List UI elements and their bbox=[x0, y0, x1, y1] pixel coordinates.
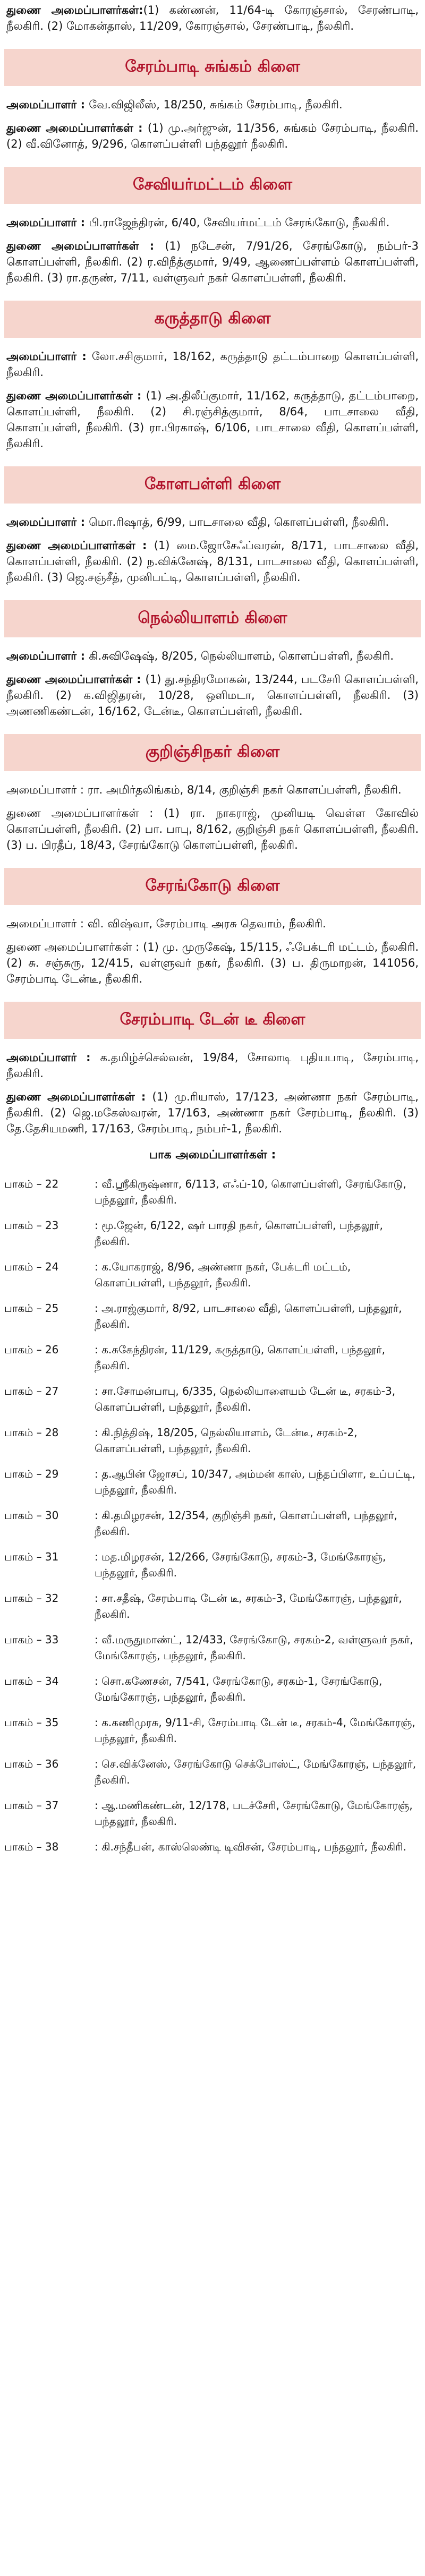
deputy-label: துணை அமைப்பாளர்கள் : bbox=[6, 122, 148, 134]
deputy-label: துணை அமைப்பாளர்கள் : bbox=[6, 941, 143, 953]
organizer-label: அமைப்பாளர் : bbox=[6, 98, 89, 111]
booth-number: பாகம் – 37 bbox=[4, 1799, 59, 1812]
booth-organizer: : கி.சந்தீபன், காஸ்லெண்டி டிவிசன், சேரம்பாடி, பந்தலூர், நீலகிரி. bbox=[95, 1840, 406, 1853]
organizer-label: அமைப்பாளர் : bbox=[6, 1051, 100, 1064]
deputy-text: (1) அ.திலீப்குமார், 11/162, கருத்தாடு, தட்டம்பாறை, கொளப்பள்ளி, நீலகிரி. (2) சி.ரஞ்சித்குமார், 8/64, பாடசாலை வீதி, கொளப்பள்ளி, நீலகிரி. (3) ரா.பிரகாஷ், 6/106, பாடசாலை வீதி, கொளப்பள்ளி, நீலகிரி. bbox=[6, 389, 419, 450]
booth-organizer: : சொ.கணேசன், 7/541, சேரங்கோடு, சரகம்-1, சேரங்கோடு, மேங்கோரஞ், பந்தலூர், நீலகிரி. bbox=[95, 1675, 382, 1703]
branch-header bbox=[4, 167, 421, 204]
booth-number: பாகம் – 34 bbox=[4, 1675, 59, 1687]
branch-header bbox=[4, 466, 421, 504]
organizer-text: பி.ராஜேந்திரன், 6/40, சேவியர்மட்டம் சேரங்கோடு, நீலகிரி. bbox=[89, 216, 390, 229]
organizer-label: அமைப்பாளர் : bbox=[6, 783, 88, 796]
branch-header bbox=[4, 301, 421, 338]
deputy-text: (1) மு.ரியாஸ், 17/123, அண்ணா நகர் சேரம்பாடி, நீலகிரி. (2) ஜெ.மகேஸ்வரன், 17/163, அண்ணா நகர் சேரம்பாடி, நீலகிரி. (3) தே.தேசியமணி, 17/163, சேரம்பாடி, நம்பர்-1, நீலகிரி. bbox=[6, 1090, 419, 1135]
booth-organizer: : க.யோகராஜ், 8/96, அண்ணா நகர், பேக்டரி மட்டம், கொளப்பள்ளி, பந்தலூர், நீலகிரி. bbox=[95, 1260, 351, 1289]
organizer-paragraph bbox=[6, 648, 419, 664]
intro-label: துணை அமைப்பாளர்கள்: bbox=[6, 4, 143, 16]
deputy-paragraph bbox=[6, 939, 419, 987]
deputy-paragraph bbox=[6, 805, 419, 853]
branch-section bbox=[4, 301, 421, 451]
organizer-label: அமைப்பாளர் : bbox=[6, 917, 88, 930]
booth-number: பாகம் – 32 bbox=[4, 1592, 59, 1605]
branch-header bbox=[4, 1002, 421, 1039]
booth-organizer: : அ.ராஜ்குமார், 8/92, பாடசாலை வீதி, கொளப்பள்ளி, பந்தலூர், நீலகிரி. bbox=[95, 1302, 402, 1330]
booth-number: பாகம் – 36 bbox=[4, 1758, 59, 1770]
booth-organizer: : கி.தமிழரசன், 12/354, குறிஞ்சி நகர், கொளப்பள்ளி, பந்தலூர், நீலகிரி. bbox=[95, 1509, 397, 1538]
branch-section bbox=[4, 1002, 421, 1137]
booth-number: பாகம் – 26 bbox=[4, 1343, 59, 1356]
deputy-label: துணை அமைப்பாளர்கள் : bbox=[6, 389, 146, 402]
deputy-label: துணை அமைப்பாளர்கள் : bbox=[6, 673, 146, 686]
table-row bbox=[4, 1632, 421, 1673]
organizer-text: லோ.சசிகுமார், 18/162, கருத்தாடு தட்டம்பாறை கொளப்பள்ளி, நீலகிரி. bbox=[6, 350, 419, 379]
branch-section bbox=[4, 868, 421, 987]
table-row bbox=[4, 1673, 421, 1715]
booth-organizer: : க.சுகேந்திரன், 11/129, கருத்தாடு, கொளப்பள்ளி, பந்தலூர், நீலகிரி. bbox=[95, 1343, 385, 1372]
booth-number: பாகம் – 30 bbox=[4, 1509, 59, 1522]
booth-organizer: : மத.மிழரசன், 12/266, சேரங்கோடு, சரகம்-3, மேங்கோரஞ், பந்தலூர், நீலகிரி. bbox=[95, 1550, 386, 1579]
booth-organizer: : த.ஆபின் ஜோசப், 10/347, அம்மன் காஸ், பந்தப்பிளா, உப்பட்டி, பந்தலூர், நீலகிரி. bbox=[95, 1468, 415, 1496]
branch-title: சேரம்பாடி சுங்கம் கிளை bbox=[125, 57, 300, 76]
booth-organizer: : சா.சோமன்பாபு, 6/335, நெல்லியாளையம் டேன் டீ, சரகம்-3, கொளப்பள்ளி, பந்தலூர், நீலகிரி. bbox=[95, 1385, 396, 1413]
branch-title: சேரங்கோடு கிளை bbox=[145, 876, 280, 895]
booth-organizer: : கி.நித்திஷ், 18/205, நெல்லியாளம், டேன்டீ, சரகம்-2, கொளப்பள்ளி, பந்தலூர், நீலகிரி. bbox=[95, 1426, 358, 1455]
branch-header bbox=[4, 600, 421, 637]
booth-number: பாகம் – 38 bbox=[4, 1840, 59, 1853]
organizer-label: அமைப்பாளர் : bbox=[6, 216, 89, 229]
table-row bbox=[4, 1549, 421, 1590]
booth-number: பாகம் – 27 bbox=[4, 1385, 59, 1397]
branch-section bbox=[4, 49, 421, 152]
booth-number: பாகம் – 31 bbox=[4, 1550, 59, 1563]
organizer-paragraph bbox=[6, 916, 419, 932]
organizer-paragraph bbox=[6, 348, 419, 380]
branch-section bbox=[4, 734, 421, 853]
organizer-text: வி. விஷ்வா, சேரம்பாடி அரசு தெவாம், நீலகிரி. bbox=[87, 917, 326, 930]
booth-number: பாகம் – 33 bbox=[4, 1633, 59, 1646]
organizer-paragraph bbox=[6, 1050, 419, 1081]
booth-organizer: : க.கணிமுரசு, 9/11-சி, சேரம்பாடி டேன் டீ, சரகம்-4, மேங்கோரஞ், பந்தலூர், நீலகிரி. bbox=[95, 1716, 415, 1745]
organizer-paragraph bbox=[6, 782, 419, 798]
organizer-text: ரா. அமிர்தலிங்கம், 8/14, குறிஞ்சி நகர் கொளப்பள்ளி, நீலகிரி. bbox=[87, 783, 402, 796]
table-row bbox=[4, 1756, 421, 1797]
booth-organizers-heading: பாக அமைப்பாளர்கள் : bbox=[149, 1148, 276, 1162]
table-row bbox=[4, 1590, 421, 1632]
organizer-label: அமைப்பாளர் : bbox=[6, 350, 92, 363]
branch-section bbox=[4, 600, 421, 719]
organizer-text: வே.விஜிலீஸ், 18/250, சுங்கம் சேரம்பாடி, நீலகிரி. bbox=[89, 98, 343, 111]
table-row bbox=[4, 1176, 421, 1217]
booth-number: பாகம் – 24 bbox=[4, 1260, 59, 1273]
deputy-label: துணை அமைப்பாளர்கள் : bbox=[6, 539, 154, 552]
table-row bbox=[4, 1797, 421, 1839]
organizer-paragraph bbox=[6, 514, 419, 530]
table-row bbox=[4, 1300, 421, 1342]
deputy-text: (1) நடேசன், 7/91/26, சேரங்கோடு, நம்பர்-3 கொளப்பள்ளி, நீலகிரி. (2) ர.விநீத்குமார், 9/49, ஆணைப்பள்ளம் கொளப்பள்ளி, நீலகிரி. (3) ரா.தருண், 7/11, வள்ளுவர் நகர் கொளப்பள்ளி, நீலகிரி. bbox=[6, 240, 419, 284]
booth-organizer: : சா.சதீஷ், சேரம்பாடி டேன் டீ, சரகம்-3, மேங்கோரஞ், பந்தலூர், நீலகிரி. bbox=[95, 1592, 402, 1620]
deputy-paragraph bbox=[6, 120, 419, 152]
booth-number: பாகம் – 22 bbox=[4, 1178, 59, 1190]
deputy-text: (1) து.சந்திரமோகன், 13/244, படசேரி கொளப்பள்ளி, நீலகிரி. (2) க.விஜிதரன், 10/28, ஒளிமடா, கொளப்பள்ளி, நீலகிரி. (3) அணணிகண்டன், 16/162, டேன்டீ, கொளப்பள்ளி, நீலகிரி. bbox=[6, 673, 419, 718]
table-row bbox=[4, 1425, 421, 1466]
table-row bbox=[4, 1466, 421, 1507]
deputy-paragraph bbox=[6, 671, 419, 719]
table-row bbox=[4, 1217, 421, 1259]
deputy-paragraph bbox=[6, 538, 419, 585]
table-row bbox=[4, 1715, 421, 1756]
branch-header bbox=[4, 734, 421, 771]
branch-title: கருத்தாடு கிளை bbox=[154, 309, 271, 328]
table-row bbox=[4, 1839, 421, 1864]
branch-title: சேவியர்மட்டம் கிளை bbox=[133, 175, 292, 194]
branch-title: சேரம்பாடி டேன் டீ கிளை bbox=[120, 1010, 305, 1029]
organizer-label: அமைப்பாளர் : bbox=[6, 516, 89, 528]
booth-organizer: : மூ.ஜேன், 6/122, ஷர் பாரதி நகர், கொளப்பள்ளி, பந்தலூர், நீலகிரி. bbox=[95, 1219, 383, 1248]
organizer-label: அமைப்பாளர் : bbox=[6, 650, 89, 662]
organizer-text: கி.சுவிஷேஷ், 8/205, நெல்லியாளம், கொளப்பள்ளி, நீலகிரி. bbox=[89, 650, 394, 662]
booth-number: பாகம் – 28 bbox=[4, 1426, 59, 1439]
branch-section bbox=[4, 466, 421, 585]
branch-title: கோளபள்ளி கிளை bbox=[144, 474, 281, 493]
table-row bbox=[4, 1342, 421, 1383]
deputy-paragraph bbox=[6, 1089, 419, 1137]
table-row bbox=[4, 1383, 421, 1425]
booth-number: பாகம் – 25 bbox=[4, 1302, 59, 1315]
booth-organizer: : ஆ.மணிகண்டன், 12/178, படச்சேரி, சேரங்கோடு, மேங்கோரஞ், பந்தலூர், நீலகிரி. bbox=[95, 1799, 413, 1828]
booth-organizer: : செ.விக்னேஸ், சேரங்கோடு செக்போஸ்ட், மேங்கோரஞ், பந்தலூர், நீலகிரி. bbox=[95, 1758, 416, 1786]
deputy-paragraph bbox=[6, 388, 419, 451]
branch-header bbox=[4, 49, 421, 86]
booth-number: பாகம் – 29 bbox=[4, 1468, 59, 1480]
deputy-label: துணை அமைப்பாளர்கள் : bbox=[6, 807, 164, 820]
branch-title: குறிஞ்சிநகர் கிளை bbox=[145, 742, 280, 761]
deputy-text: (1) மு.அர்ஜுன், 11/356, சுங்கம் சேரம்பாடி, நீலகிரி. (2) வீ.வினோத், 9/296, கொளப்பள்ளி பந்தலூர் நீலகிரி. bbox=[6, 122, 419, 150]
organizer-paragraph bbox=[6, 215, 419, 231]
intro-text: (1) கண்ணன், 11/64-டி கோரஞ்சால், சேரண்பாடி, நீலகிரி. (2) மோகன்தாஸ், 11/209, கோரஞ்சால், சேரண்பாடி, நீலகிரி. bbox=[6, 4, 419, 32]
organizer-paragraph bbox=[6, 97, 419, 113]
deputy-label: துணை அமைப்பாளர்கள் : bbox=[6, 1090, 152, 1103]
booth-number: பாகம் – 35 bbox=[4, 1716, 59, 1729]
organizer-text: க.தமிழ்ச்செல்வன், 19/84, சோலாடி புதியபாடி, சேரம்பாடி, நீலகிரி. bbox=[6, 1051, 419, 1080]
organizer-text: மொ.ரிஷாத், 6/99, பாடசாலை வீதி, கொளப்பள்ளி, நீலகிரி. bbox=[89, 516, 389, 528]
branch-section bbox=[4, 167, 421, 286]
branch-title: நெல்லியாளம் கிளை bbox=[138, 608, 287, 627]
deputy-text: (1) மு. முருகேஷ், 15/115, ஃபேக்டரி மட்டம், நீலகிரி. (2) சு. சஞ்சுரு, 12/415, வள்ளுவர் நகர், நீலகிரி. (3) ப. திருமாறன், 141056, சேரம்பாடி டேன்டீ, நீலகிரி. bbox=[6, 941, 419, 985]
deputy-label: துணை அமைப்பாளர்கள் : bbox=[6, 240, 165, 252]
table-row bbox=[4, 1507, 421, 1549]
intro-paragraph bbox=[6, 0, 419, 34]
table-row bbox=[4, 1259, 421, 1300]
booth-number: பாகம் – 23 bbox=[4, 1219, 59, 1232]
booth-organizers-table bbox=[4, 1176, 421, 1864]
deputy-text: (1) மை.ஜோசேஃப்வரன், 8/171, பாடசாலை வீதி, கொளப்பள்ளி, நீலகிரி. (2) ந.விக்னேஷ், 8/131, பாடசாலை வீதி, கொளப்பள்ளி, நீலகிரி. (3) ஜெ.சஞ்சீத், முனிபட்டி, கொளப்பள்ளி, நீலகிரி. bbox=[6, 539, 419, 584]
branch-header bbox=[4, 868, 421, 905]
booth-organizer: : வீ.ஸ்ரீகிருஷ்ணா, 6/113, எஃப்-10, கொளப்பள்ளி, சேரங்கோடு, பந்தலூர், நீலகிரி. bbox=[95, 1178, 406, 1206]
deputy-paragraph bbox=[6, 238, 419, 286]
booth-organizer: : வீ.மருதுமாண்ட், 12/433, சேரங்கோடு, சரகம்-2, வள்ளுவர் நகர், மேங்கோரஞ், பந்தலூர், நீலகிரி. bbox=[95, 1633, 413, 1662]
deputy-text: (1) ரா. நாகராஜ், முனியடி வெள்ள கோவில் கொளப்பள்ளி, நீலகிரி. (2) பா. பாபு, 8/162, குறிஞ்சி நகர் கொளப்பள்ளி, நீலகிரி. (3) ப. பிரதீப், 18/43, சேரங்கோடு கொளப்பள்ளி, நீலகிரி. bbox=[6, 807, 419, 851]
